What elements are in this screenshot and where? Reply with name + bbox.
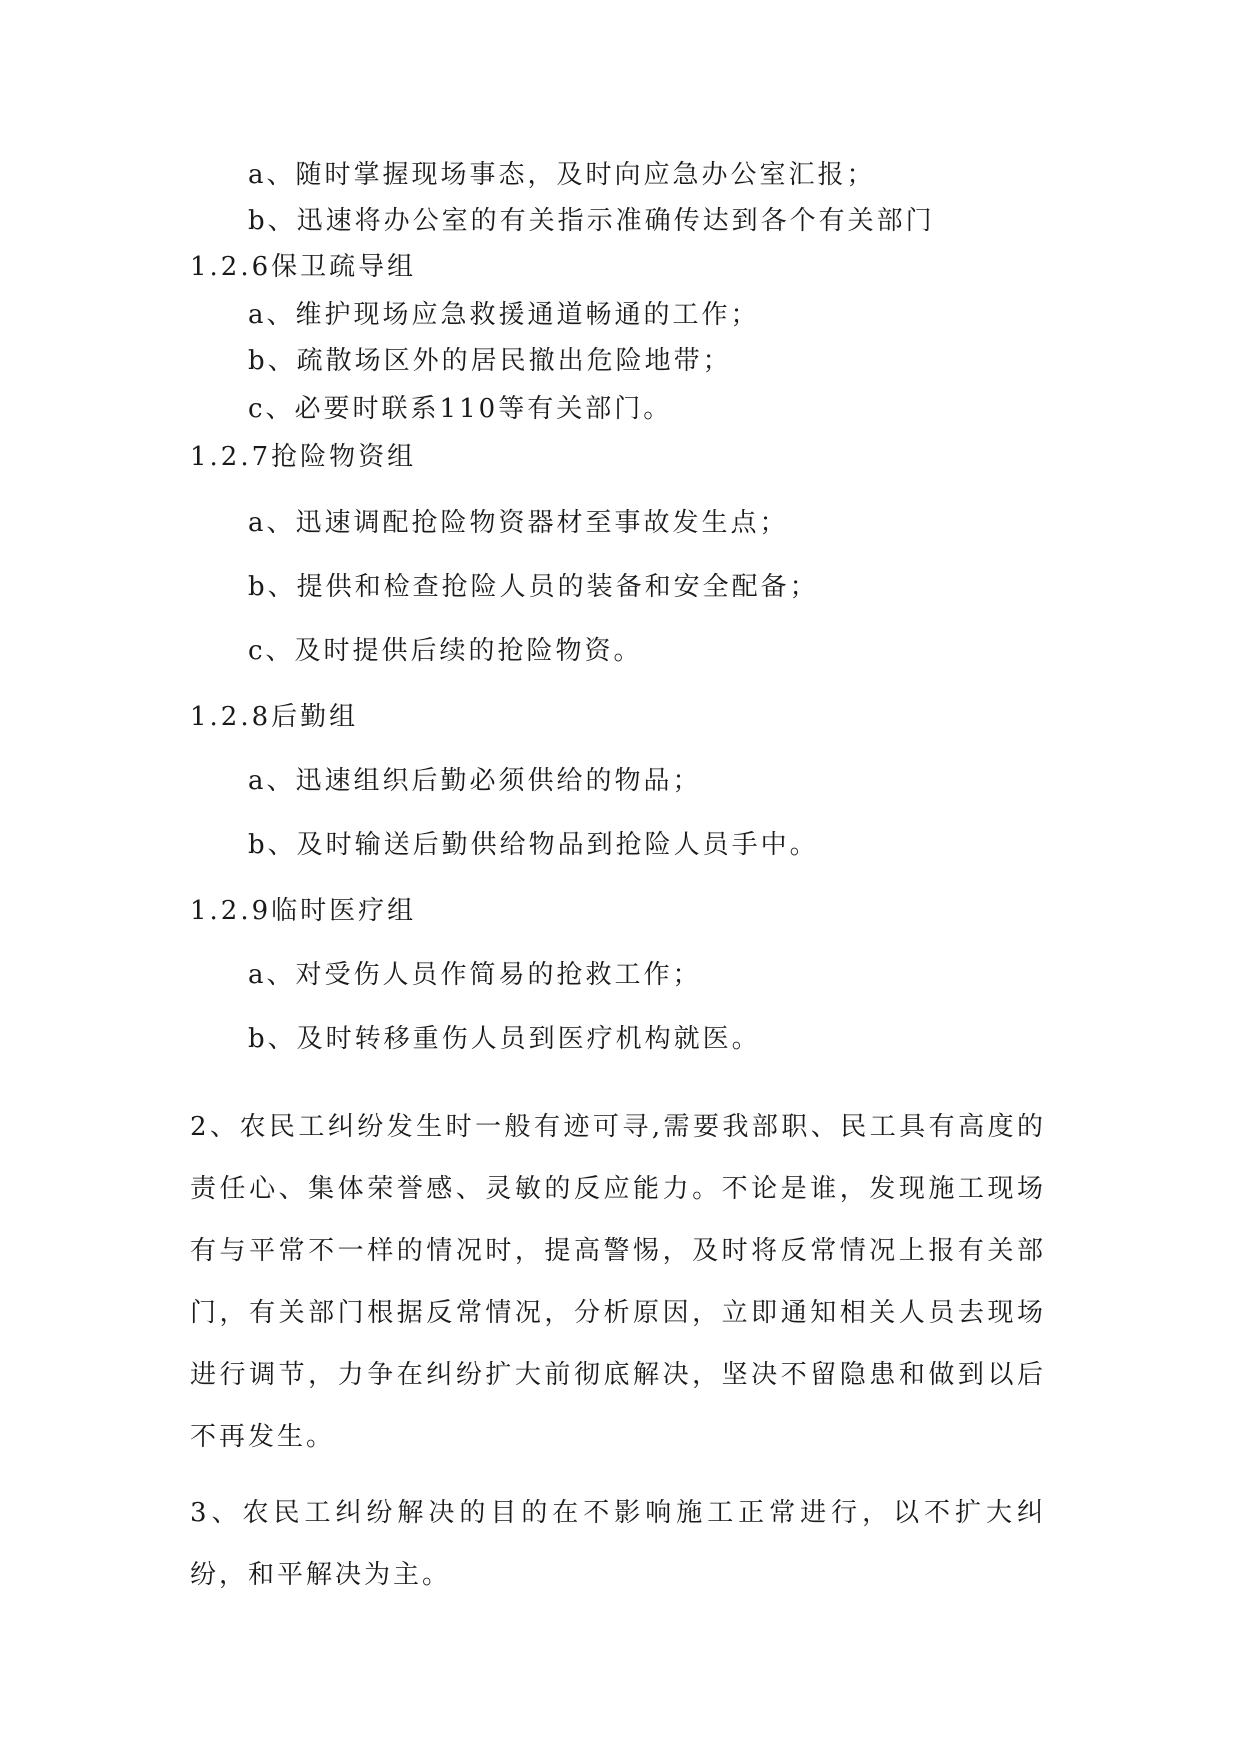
section-heading: 1.2.8后勤组	[190, 702, 359, 732]
list-item: b、疏散场区外的居民撤出危险地带；	[248, 346, 732, 376]
paragraph-2: 2、农民工纠纷发生时一般有迹可寻,需要我部职、民工具有高度的责任心、集体荣誉感、灵敏的反应能力。不论是谁，发现施工现场有与平常不一样的情况时，提高警惕，及时将反常情况上报有关部门，有关部门根据反常情况，分析原因，立即通知相关人员去现场进行调节，力争在纠纷扩大前彻底解决，坚决不留隐患和做到以后不再发生。	[190, 1112, 1046, 1452]
paragraph-3: 3、农民工纠纷解决的目的在不影响施工正常进行，以不扩大纠纷，和平解决为主。	[190, 1498, 1046, 1590]
list-item: c、必要时联系110等有关部门。	[248, 394, 673, 424]
list-item: a、随时掌握现场事态，及时向应急办公室汇报；	[248, 160, 876, 190]
section-heading: 1.2.6保卫疏导组	[190, 252, 417, 282]
section-heading: 1.2.7抢险物资组	[190, 442, 417, 472]
section-heading: 1.2.9临时医疗组	[190, 896, 417, 926]
list-item: b、及时转移重伤人员到医疗机构就医。	[248, 1024, 761, 1054]
list-item: a、迅速调配抢险物资器材至事故发生点；	[248, 508, 789, 538]
list-item: c、及时提供后续的抢险物资。	[248, 636, 643, 666]
list-item: a、迅速组织后勤必须供给的物品；	[248, 766, 702, 796]
list-item: b、提供和检查抢险人员的装备和安全配备；	[248, 572, 819, 602]
list-item: a、维护现场应急救援通道畅通的工作；	[248, 300, 760, 330]
list-item: a、对受伤人员作简易的抢救工作；	[248, 960, 702, 990]
list-item: b、及时输送后勤供给物品到抢险人员手中。	[248, 830, 819, 860]
list-item: b、迅速将办公室的有关指示准确传达到各个有关部门	[248, 206, 935, 236]
